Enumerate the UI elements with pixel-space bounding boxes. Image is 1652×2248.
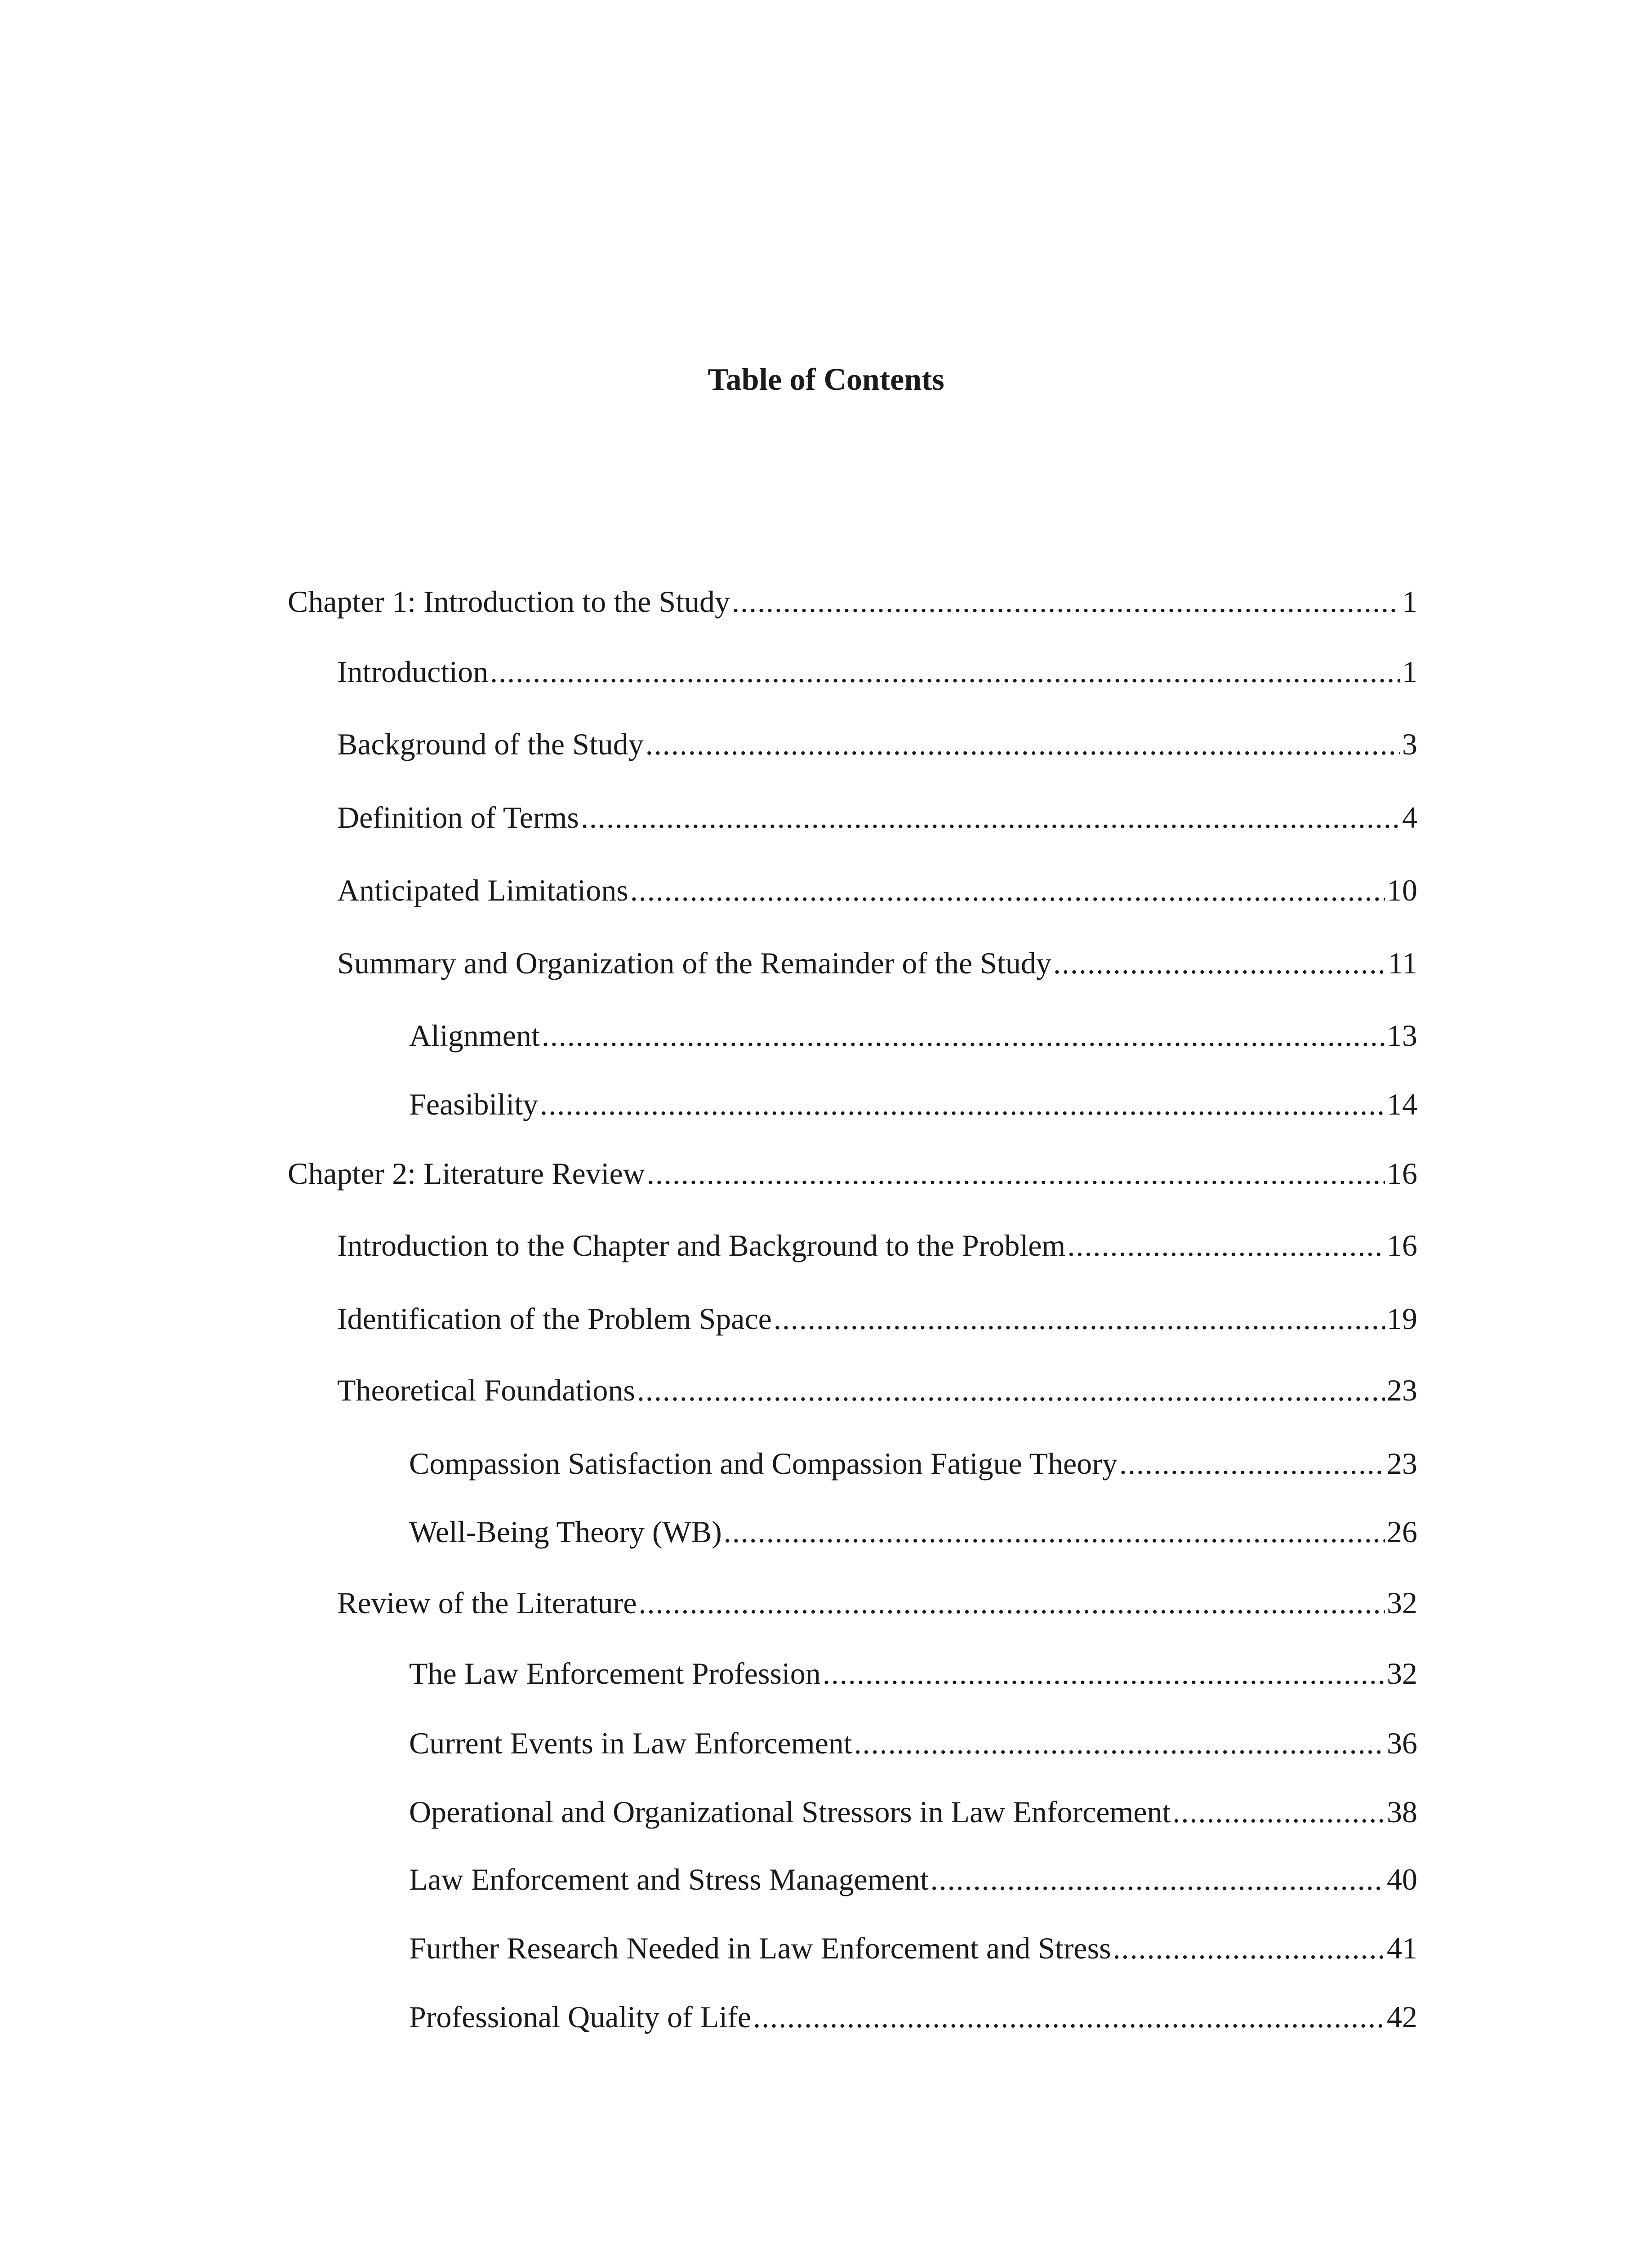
toc-entry <box>409 1926 1417 1971</box>
toc-entry-title: The Law Enforcement Profession <box>409 1656 821 1690</box>
toc-entry-page-number: 42 <box>1387 2000 1417 2034</box>
dot-leader <box>542 1013 1385 1058</box>
toc-entry-title: Chapter 2: Literature Review <box>288 1156 645 1191</box>
dot-leader <box>823 1651 1385 1696</box>
dot-leader <box>854 1721 1385 1766</box>
toc-entry <box>337 941 1417 986</box>
toc-entry-page-number: 14 <box>1387 1087 1417 1121</box>
toc-entry <box>337 1368 1417 1413</box>
toc-entry-page-number: 13 <box>1387 1018 1417 1053</box>
toc-entry-page-number: 38 <box>1387 1795 1417 1829</box>
toc-entry-title: Introduction to the Chapter and Background to the Problem <box>337 1228 1066 1262</box>
dot-leader <box>931 1857 1385 1902</box>
page-title: Table of Contents <box>708 362 944 397</box>
toc-entry-title: Theoretical Foundations <box>337 1373 635 1407</box>
toc-entry-page-number: 4 <box>1402 800 1417 834</box>
toc-entry <box>337 1223 1417 1268</box>
dot-leader <box>774 1296 1385 1341</box>
dot-leader <box>1053 941 1386 986</box>
dot-leader <box>637 1368 1385 1413</box>
toc-entry <box>409 1721 1417 1766</box>
toc-entry <box>337 722 1417 767</box>
toc-entry <box>409 1789 1417 1834</box>
toc-entry-title: Chapter 1: Introduction to the Study <box>288 584 730 619</box>
dot-leader <box>639 1580 1385 1625</box>
toc-entry-page-number: 16 <box>1387 1156 1417 1191</box>
dot-leader <box>1067 1223 1385 1268</box>
toc-entry-page-number: 1 <box>1402 584 1417 619</box>
toc-entry <box>409 1013 1417 1058</box>
toc-entry <box>409 1441 1417 1486</box>
toc-entry-page-number: 10 <box>1387 873 1417 907</box>
toc-entry <box>337 1296 1417 1341</box>
toc-entry-page-number: 40 <box>1387 1862 1417 1896</box>
toc-entry-title: Definition of Terms <box>337 800 579 834</box>
toc-entry-page-number: 32 <box>1387 1656 1417 1690</box>
toc-entry-page-number: 1 <box>1402 655 1417 689</box>
toc-entry-title: Introduction <box>337 655 489 689</box>
toc-entry-page-number: 23 <box>1387 1446 1417 1481</box>
toc-entry-page-number: 11 <box>1388 946 1417 980</box>
toc-entry <box>409 1509 1417 1554</box>
dot-leader <box>490 649 1400 694</box>
toc-entry <box>409 1082 1417 1127</box>
toc-entry <box>337 1580 1417 1625</box>
toc-entry-title: Review of the Literature <box>337 1586 637 1620</box>
dot-leader <box>646 722 1400 767</box>
toc-entry-title: Alignment <box>409 1018 540 1053</box>
toc-entry-page-number: 16 <box>1387 1228 1417 1262</box>
toc-entry <box>337 649 1417 694</box>
toc-entry-title: Further Research Needed in Law Enforcement and Stress <box>409 1931 1111 1965</box>
dot-leader <box>1113 1926 1385 1971</box>
toc-entry-title: Background of the Study <box>337 727 644 761</box>
dot-leader <box>753 1994 1385 2039</box>
toc-entry <box>288 579 1417 624</box>
toc-entry-title: Identification of the Problem Space <box>337 1302 772 1336</box>
toc-entry-page-number: 19 <box>1387 1302 1417 1336</box>
dot-leader <box>724 1509 1385 1554</box>
toc-entry-page-number: 41 <box>1387 1931 1417 1965</box>
toc-entry-title: Summary and Organization of the Remainder of the Study <box>337 946 1051 980</box>
toc-entry-title: Compassion Satisfaction and Compassion Fatigue Theory <box>409 1446 1118 1481</box>
toc-entry-title: Operational and Organizational Stressors in Law Enforcement <box>409 1795 1171 1829</box>
toc-entry-page-number: 36 <box>1387 1726 1417 1760</box>
dot-leader <box>647 1151 1385 1196</box>
toc-entry <box>409 1994 1417 2039</box>
toc-entry-page-number: 3 <box>1402 727 1417 761</box>
dot-leader <box>1119 1441 1385 1486</box>
dot-leader <box>1172 1789 1385 1834</box>
dot-leader <box>732 579 1400 624</box>
dot-leader <box>540 1082 1385 1127</box>
toc-entry-title: Professional Quality of Life <box>409 2000 752 2034</box>
toc-entry-title: Current Events in Law Enforcement <box>409 1726 852 1760</box>
toc-entry <box>337 868 1417 913</box>
dot-leader <box>581 795 1400 840</box>
toc-entry <box>409 1651 1417 1696</box>
toc-entry-page-number: 23 <box>1387 1373 1417 1407</box>
toc-entry-title: Anticipated Limitations <box>337 873 628 907</box>
toc-entry <box>409 1857 1417 1902</box>
toc-entry-page-number: 32 <box>1387 1586 1417 1620</box>
toc-entry <box>288 1151 1417 1196</box>
toc-entry-title: Law Enforcement and Stress Management <box>409 1862 929 1896</box>
toc-entry-title: Well-Being Theory (WB) <box>409 1515 722 1549</box>
toc-entry-page-number: 26 <box>1387 1515 1417 1549</box>
dot-leader <box>630 868 1385 913</box>
toc-entry <box>337 795 1417 840</box>
toc-entry-title: Feasibility <box>409 1087 539 1121</box>
